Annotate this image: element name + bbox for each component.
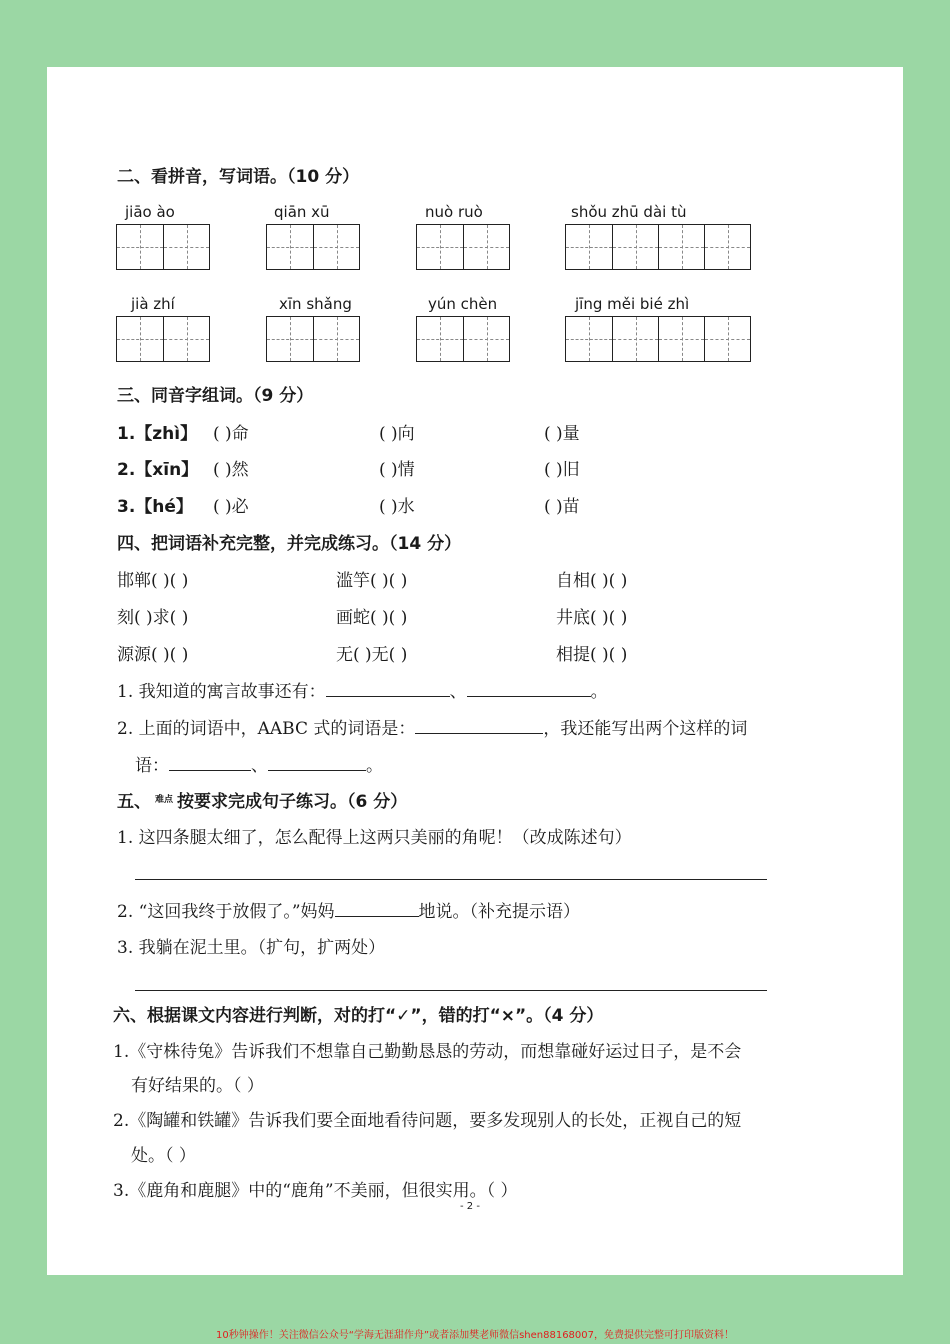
writing-grid[interactable] — [116, 316, 210, 362]
homophone-label: 3.【hé】 — [117, 497, 193, 517]
word-blank[interactable]: ( )苗 — [544, 497, 580, 517]
section6-title: 六、根据课文内容进行判断，对的打“✓”，错的打“×”。（4 分） — [113, 1006, 604, 1026]
writing-grid[interactable] — [565, 224, 751, 270]
pinyin-label: shǒu zhū dài tù — [571, 203, 687, 221]
writing-grid[interactable] — [116, 224, 210, 270]
answer-blank[interactable] — [268, 769, 366, 771]
answer-line[interactable] — [135, 879, 767, 880]
word-blank[interactable]: ( )然 — [213, 460, 249, 480]
section4-title: 四、把词语补充完整，并完成练习。（14 分） — [117, 534, 462, 554]
writing-grid[interactable] — [266, 316, 360, 362]
question-4-2 — [117, 714, 747, 739]
writing-grid[interactable] — [565, 316, 751, 362]
question-text: 1. 我知道的寓言故事还有： — [117, 682, 326, 702]
idiom-blank[interactable]: 滥竽( )( ) — [336, 571, 408, 591]
word-blank[interactable]: ( )水 — [379, 497, 415, 517]
word-blank[interactable]: ( )量 — [544, 424, 580, 444]
answer-blank[interactable] — [335, 915, 419, 917]
idiom-blank[interactable]: 邯郸( )( ) — [117, 571, 189, 591]
homophone-label: 2.【xīn】 — [117, 460, 199, 480]
question-6-3[interactable]: 3.《鹿角和鹿腿》中的“鹿角”不美丽，但很实用。（ ） — [113, 1181, 518, 1201]
separator: 、 — [251, 756, 268, 776]
pinyin-label: jīng měi bié zhì — [575, 295, 690, 313]
word-blank[interactable]: ( )旧 — [544, 460, 580, 480]
answer-blank[interactable] — [326, 695, 450, 697]
pinyin-label: yún chèn — [428, 295, 498, 313]
section2-title: 二、看拼音，写词语。（10 分） — [117, 167, 360, 187]
question-text: ，我还能写出两个这样的词 — [543, 719, 748, 739]
section3-title: 三、同音字组词。（9 分） — [117, 386, 314, 406]
question-text: 地说。（补充提示语） — [418, 902, 581, 922]
writing-grid[interactable] — [416, 224, 510, 270]
word-blank[interactable]: ( )必 — [213, 497, 249, 517]
answer-blank[interactable] — [415, 732, 543, 734]
question-5-3: 3. 我躺在泥土里。（扩句，扩两处） — [117, 938, 386, 958]
promo-footer: 10秒钟操作！关注微信公众号“学海无涯甜作舟”或者添加樊老师微信shen88168007，免费提供完整可打印版资料！ — [215, 1330, 735, 1341]
idiom-blank[interactable]: 井底( )( ) — [556, 608, 628, 628]
writing-grid[interactable] — [266, 224, 360, 270]
idiom-blank[interactable]: 自相( )( ) — [556, 571, 628, 591]
pinyin-label: nuò ruò — [425, 203, 483, 221]
question-4-2-cont — [135, 751, 383, 776]
question-text: 2. “这回我终于放假了。”妈妈 — [117, 902, 335, 922]
question-text: 2. 上面的词语中，AABC 式的词语是： — [117, 719, 416, 739]
question-text: 语： — [135, 756, 169, 776]
answer-line[interactable] — [135, 990, 767, 991]
question-4-1 — [117, 677, 608, 702]
word-blank[interactable]: ( )向 — [379, 424, 415, 444]
section5-title — [117, 787, 407, 812]
difficulty-badge: 难点 — [155, 795, 174, 805]
question-5-1: 1. 这四条腿太细了，怎么配得上这两只美丽的角呢！（改成陈述句） — [117, 828, 632, 848]
question-6-1: 1.《守株待兔》告诉我们不想靠自己勤勤恳恳的劳动，而想靠碰好运过日子，是不会 — [113, 1042, 742, 1062]
idiom-blank[interactable]: 刻( )求( ) — [117, 608, 189, 628]
answer-blank[interactable] — [467, 695, 591, 697]
period: 。 — [366, 756, 383, 776]
answer-blank[interactable] — [169, 769, 251, 771]
question-6-2: 2.《陶罐和铁罐》告诉我们要全面地看待问题，要多发现别人的长处，正视自己的短 — [113, 1111, 742, 1131]
page-number: - 2 - — [460, 1201, 480, 1212]
worksheet-page — [47, 67, 903, 1275]
question-6-1-cont[interactable]: 有好结果的。（ ） — [131, 1076, 264, 1096]
homophone-label: 1.【zhì】 — [117, 424, 198, 444]
idiom-blank[interactable]: 源源( )( ) — [117, 645, 189, 665]
section-number: 五、 — [117, 792, 151, 812]
pinyin-label: xīn shǎng — [279, 295, 352, 313]
question-6-2-cont[interactable]: 处。（ ） — [131, 1146, 196, 1166]
idiom-blank[interactable]: 相提( )( ) — [556, 645, 628, 665]
writing-grid[interactable] — [416, 316, 510, 362]
word-blank[interactable]: ( )命 — [213, 424, 249, 444]
word-blank[interactable]: ( )情 — [379, 460, 415, 480]
pinyin-label: jià zhí — [131, 295, 175, 313]
question-5-2 — [117, 897, 580, 922]
idiom-blank[interactable]: 无( )无( ) — [336, 645, 408, 665]
pinyin-label: jiāo ào — [125, 203, 175, 221]
separator: 、 — [449, 682, 467, 702]
pinyin-label: qiān xū — [274, 203, 330, 221]
idiom-blank[interactable]: 画蛇( )( ) — [336, 608, 408, 628]
section-heading: 按要求完成句子练习。（6 分） — [177, 792, 408, 812]
period: 。 — [590, 682, 608, 702]
